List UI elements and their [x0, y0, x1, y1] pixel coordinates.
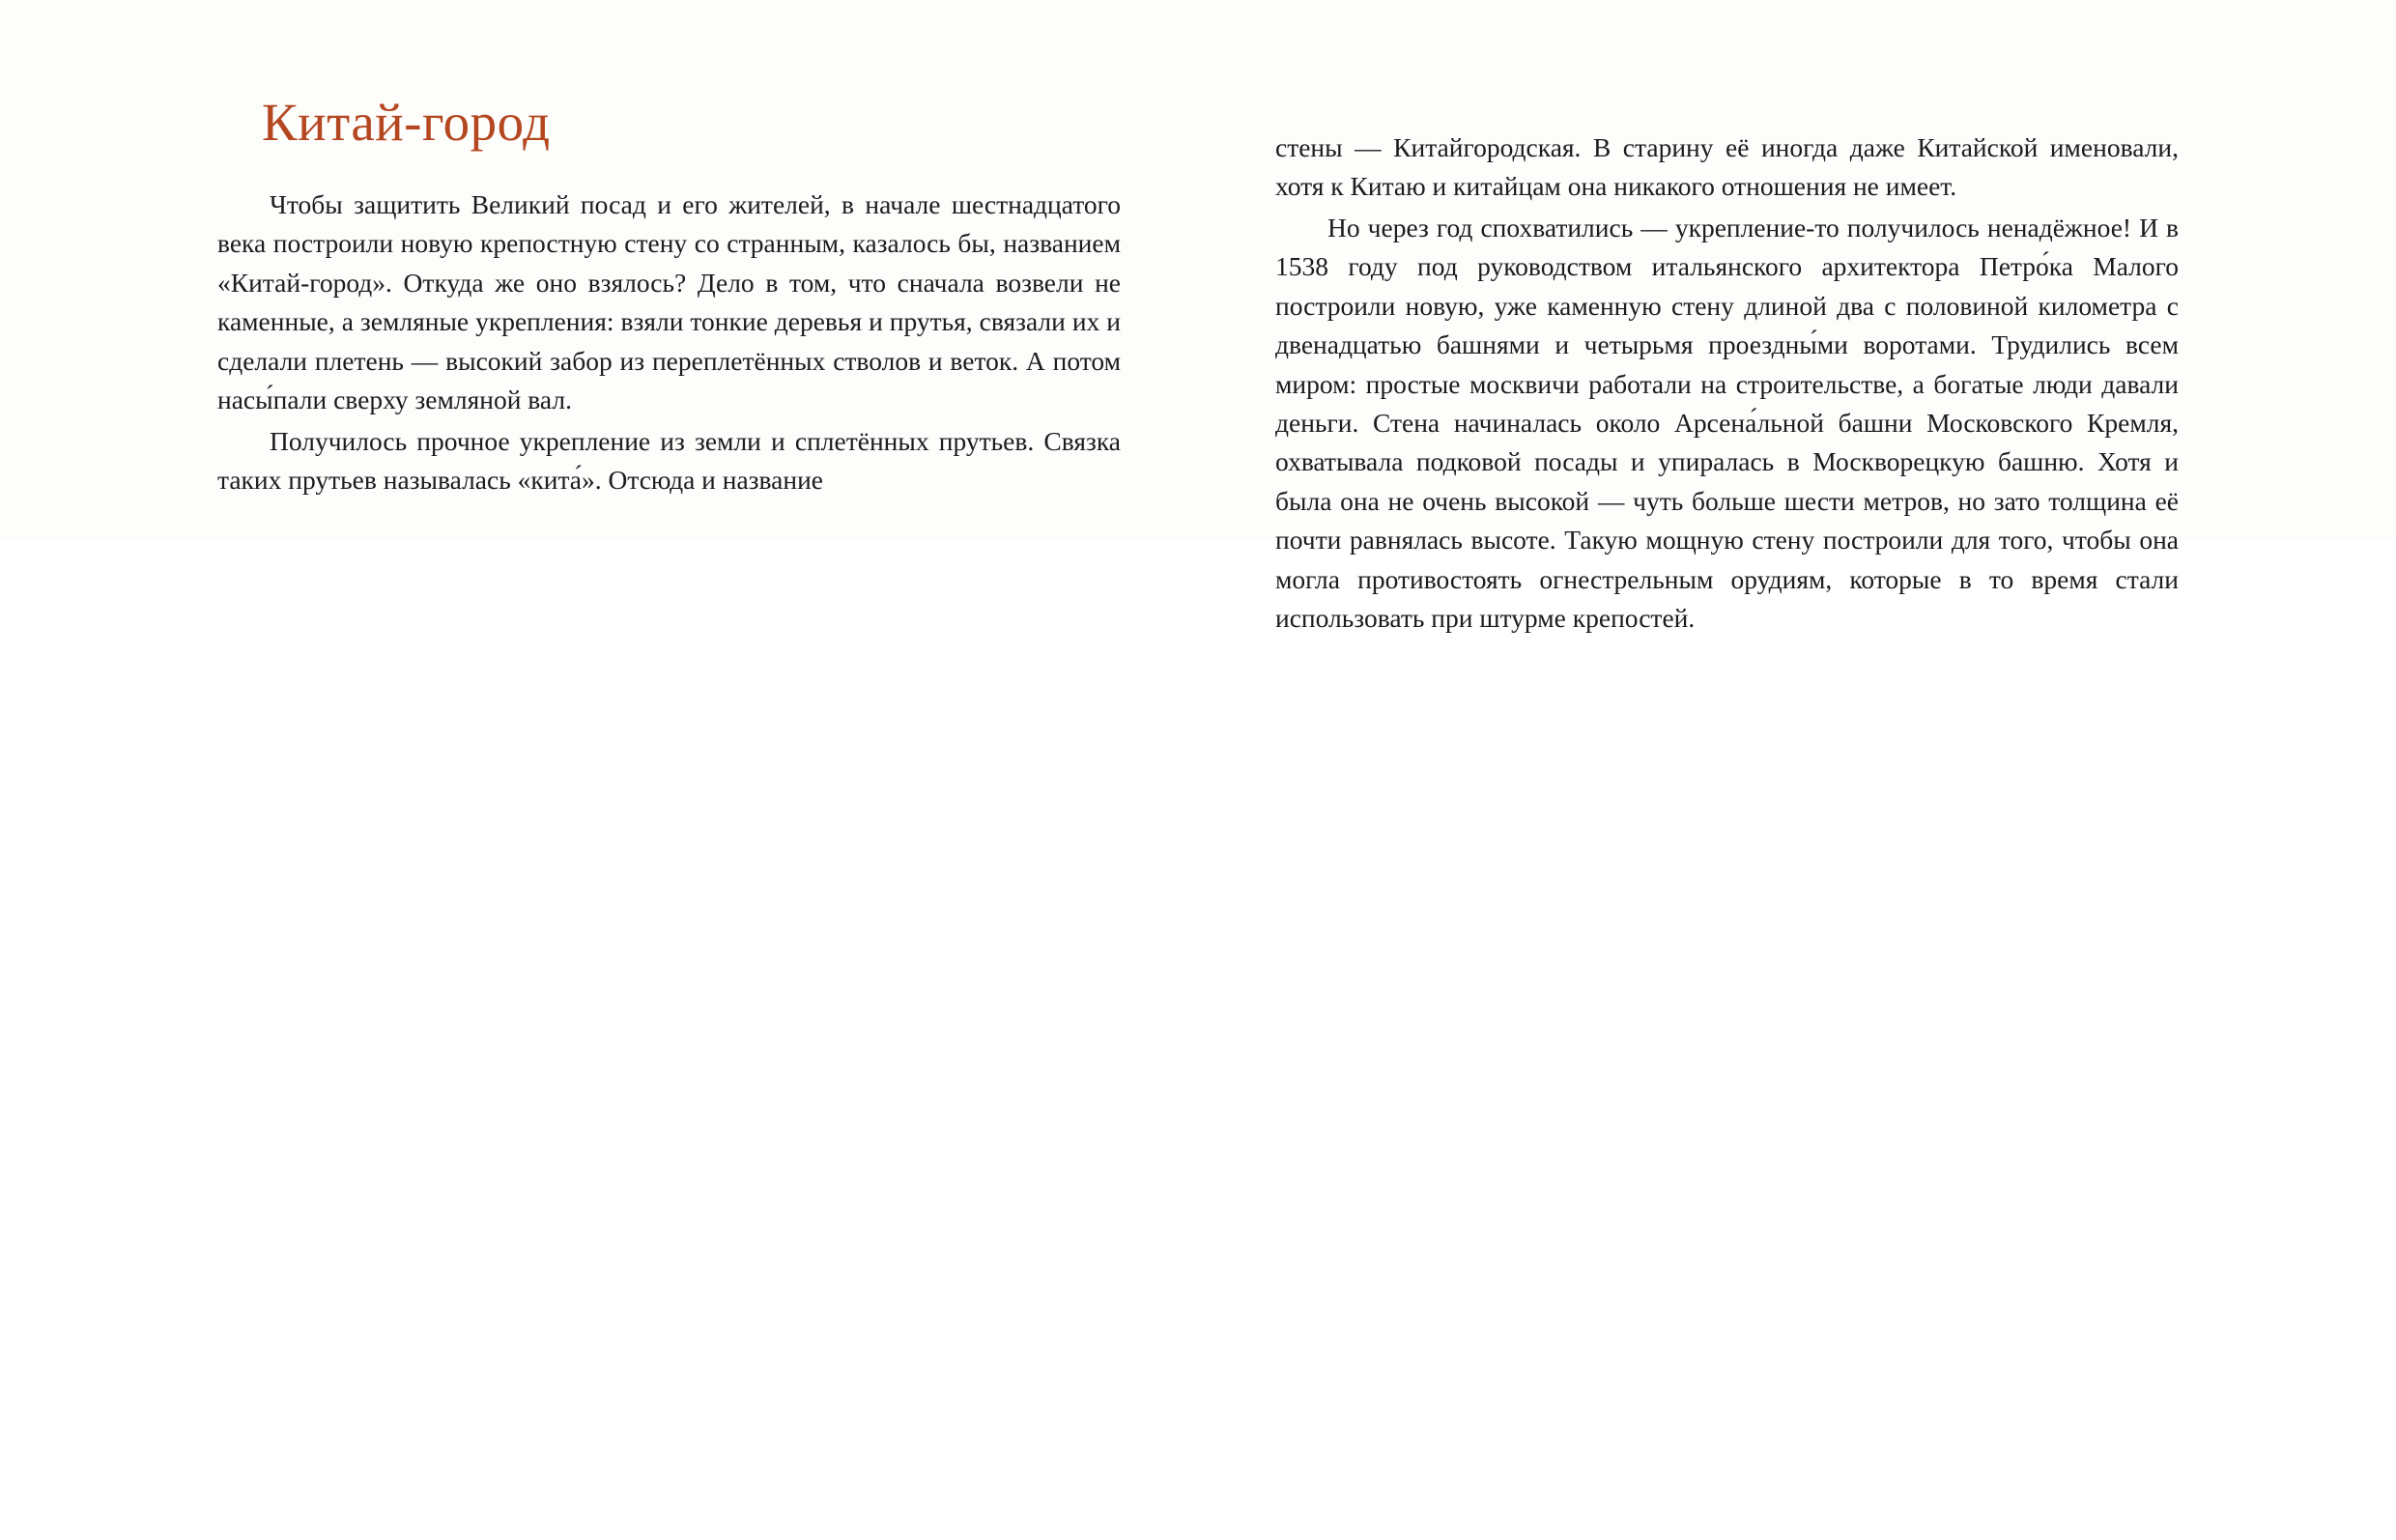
paragraph: Получилось прочное укрепление из земли и сплетённых прутьев. Связка таких прутьев называлась «кита́». Отсюда и название: [217, 425, 1121, 495]
right-column: [1275, 92, 2179, 768]
text-columns: [0, 92, 2396, 768]
left-column: [217, 92, 1121, 768]
paragraph: Чтобы защитить Великий посад и его жителей, в начале шестнадцатого века построили новую крепостную стену со странным, казалось бы, названием «Китай-город». Откуда же оно взялось? Дело в том, что сначала возвели не каменные, а земляные укрепления: взяли тонкие деревья и прутья, связали их и сделали плетень — высокий забор из переплетённых стволов и веток. А потом насы́пали сверху земляной вал.: [217, 189, 1121, 415]
page-title: Китай-город: [262, 93, 551, 152]
paragraph: стены — Китайгородская. В старину её иногда даже Китайской именовали, хотя к Китаю и китайцам она никакого отношения не имеет.: [1275, 132, 2179, 202]
paragraph: Но через год спохватились — укрепление-то получилось ненадёжное! И в 1538 году под руководством итальянского архитектора Петро́ка Малого построили новую, уже каменную стену длиной два с половиной километра с двенадцатью башнями и четырьмя проездны́ми воротами. Трудились всем миром: простые москвичи работали на строительстве, а богатые люди давали деньги. Стена начиналась около Арсена́льной башни Московского Кремля, охватывала подковой посады и упиралась в Москворецкую башню. Хотя и была она не очень высокой — чуть больше шести метров, но зато толщина её почти равнялась высоте. Такую мощную стену построили для того, чтобы она могла противостоять огнестрельным орудиям, которые в то время стали использовать при штурме крепостей.: [1275, 212, 2179, 634]
